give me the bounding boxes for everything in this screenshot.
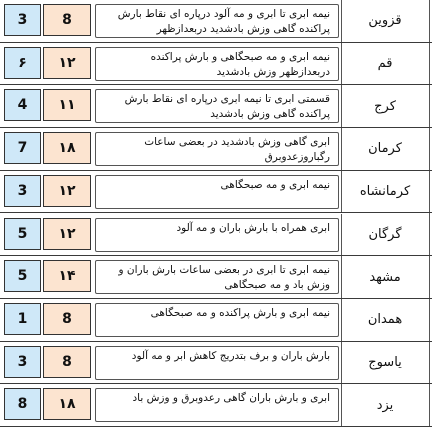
forecast-description-cell: نیمه ابری و مه صبحگاهی و بارش پراکنده دربعدازظهر وزش بادشدید <box>95 47 339 81</box>
city-name-cell: قزوین <box>341 0 428 42</box>
city-name-cell: کرمان <box>341 128 428 170</box>
table-row <box>0 342 432 385</box>
min-temp-cell: 1 <box>4 303 41 335</box>
max-temp-cell: 8 <box>43 4 91 36</box>
table-row <box>0 171 432 214</box>
table-row <box>0 256 432 299</box>
max-temp-cell: ۱۲ <box>43 47 91 79</box>
max-temp-cell: ۱۱ <box>43 89 91 121</box>
max-temp-cell: ۱۸ <box>43 388 91 420</box>
forecast-description-cell: نیمه ابری تا ابری در بعضی ساعات بارش باران و وزش باد و مه صبحگاهی <box>95 260 339 294</box>
forecast-description-cell: نیمه ابری تا ابری و مه آلود درپاره ای نقاط بارش پراکنده گاهی وزش بادشدید دربعدازظهر <box>95 4 339 38</box>
forecast-description-cell: نیمه ابری و بارش پراکنده و مه صبحگاهی <box>95 303 339 337</box>
min-temp-cell: 8 <box>4 388 41 420</box>
min-temp-cell: 5 <box>4 218 41 250</box>
city-name-cell: یاسوج <box>341 342 428 384</box>
min-temp-cell: 7 <box>4 132 41 164</box>
forecast-description-cell: ابری گاهی وزش بادشدید در بعضی ساعات رگباروزعدوبرق <box>95 132 339 166</box>
forecast-description-cell: بارش باران و برف بتدریج کاهش ابر و مه آلود <box>95 346 339 380</box>
table-row <box>0 128 432 171</box>
city-name-cell: یزد <box>341 384 428 426</box>
forecast-description-cell: ابری همراه با بارش باران و مه آلود <box>95 218 339 252</box>
city-name-cell: کرمانشاه <box>341 171 428 213</box>
table-row <box>0 384 432 427</box>
table-row <box>0 85 432 128</box>
forecast-description-cell: قسمتی ابری تا نیمه ابری درپاره ای نقاط بارش پراکنده گاهی وزش بادشدید <box>95 89 339 123</box>
city-name-cell: قم <box>341 43 428 85</box>
min-temp-cell: 5 <box>4 260 41 292</box>
max-temp-cell: ۱۸ <box>43 132 91 164</box>
max-temp-cell: ۱۲ <box>43 218 91 250</box>
max-temp-cell: 8 <box>43 303 91 335</box>
forecast-description-cell: نیمه ابری و مه صبحگاهی <box>95 175 339 209</box>
table-row <box>0 214 432 257</box>
max-temp-cell: ۱۴ <box>43 260 91 292</box>
forecast-description-cell: ابری و بارش باران گاهی رعدوبرق و وزش باد <box>95 388 339 422</box>
min-temp-cell: 3 <box>4 4 41 36</box>
max-temp-cell: 8 <box>43 346 91 378</box>
city-name-cell: مشهد <box>341 256 428 298</box>
city-name-cell: گرگان <box>341 214 428 256</box>
table-row <box>0 299 432 342</box>
max-temp-cell: ۱۲ <box>43 175 91 207</box>
city-name-cell: همدان <box>341 299 428 341</box>
min-temp-cell: 3 <box>4 346 41 378</box>
table-row <box>0 0 432 43</box>
table-row <box>0 43 432 86</box>
min-temp-cell: 3 <box>4 175 41 207</box>
city-name-cell: کرج <box>341 85 428 127</box>
min-temp-cell: ۶ <box>4 47 41 79</box>
min-temp-cell: 4 <box>4 89 41 121</box>
